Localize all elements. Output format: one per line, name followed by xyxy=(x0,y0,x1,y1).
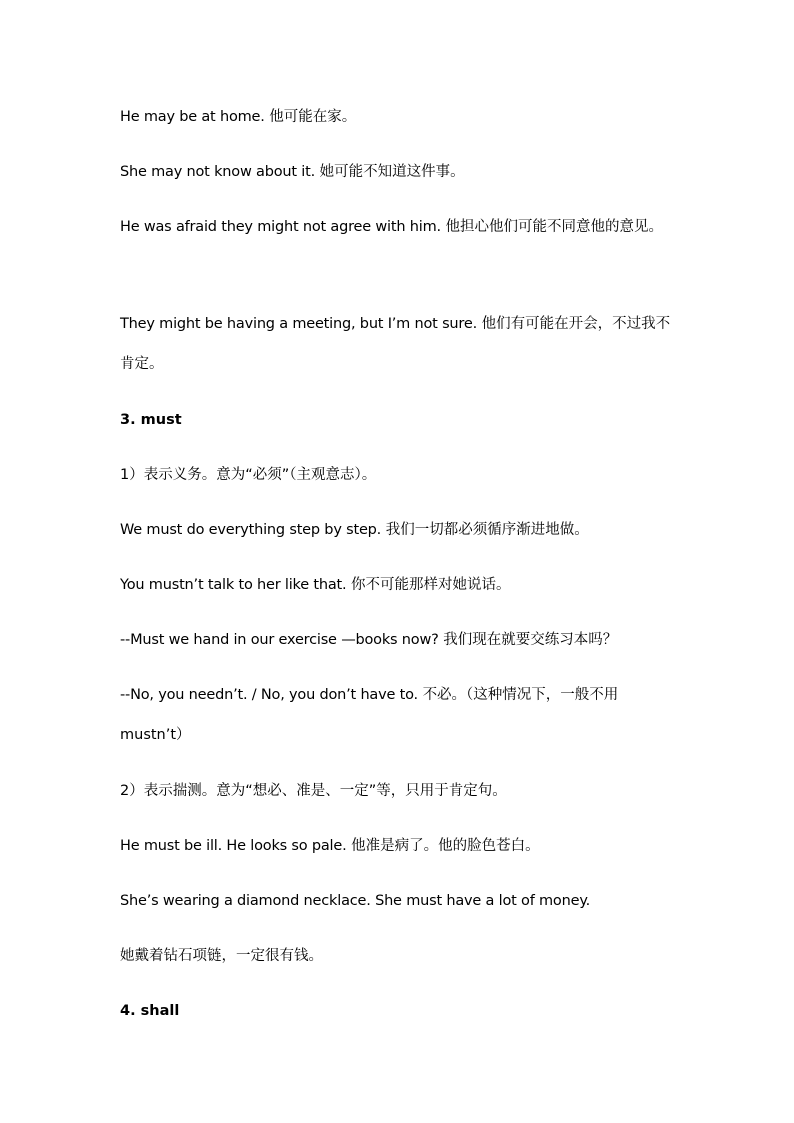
example-sentence xyxy=(120,620,680,660)
english-text: He was afraid they might not agree with him. xyxy=(120,219,441,235)
example-sentence xyxy=(120,565,680,605)
chinese-translation: 你不可能那样对她说话。 xyxy=(351,577,511,593)
chinese-translation: 他准是病了。他的脸色苍白。 xyxy=(351,838,540,854)
english-text: She may not know about it. xyxy=(120,164,315,180)
english-text: He may be at home. xyxy=(120,109,265,125)
example-sentence xyxy=(120,826,680,866)
example-sentence xyxy=(120,152,680,192)
english-text: He must be ill. He looks so pale. xyxy=(120,838,347,854)
chinese-translation: 她戴着钻石项链，一定很有钱。 xyxy=(120,948,323,964)
example-sentence xyxy=(120,304,680,384)
example-sentence xyxy=(120,207,680,247)
usage-note: 2）表示揣测。意为“想必、准是、一定”等，只用于肯定句。 xyxy=(120,783,507,799)
example-sentence xyxy=(120,881,680,921)
chinese-translation: 我们现在就要交练习本吗？ xyxy=(443,632,618,648)
english-text: --No, you needn’t. / No, you don’t have to. xyxy=(120,687,418,703)
chinese-translation: 不必。（这种情况下，一般不用mustn’t） xyxy=(120,687,619,743)
example-sentence xyxy=(120,97,680,137)
english-text: --Must we hand in our exercise —books now? xyxy=(120,632,439,648)
chinese-translation: 我们一切都必须循序渐进地做。 xyxy=(385,522,589,538)
english-text: She’s wearing a diamond necklace. She must have a lot of money. xyxy=(120,893,591,909)
chinese-translation: 她可能不知道这件事。 xyxy=(319,164,465,180)
english-text: They might be having a meeting, but I’m not sure. xyxy=(120,316,477,332)
chinese-translation: 他担心他们可能不同意他的意见。 xyxy=(445,219,664,235)
usage-note: 1）表示义务。意为“必须”（主观意志）。 xyxy=(120,467,377,483)
english-text: You mustn’t talk to her like that. xyxy=(120,577,347,593)
section-heading-must: 3. must xyxy=(120,412,182,428)
chinese-translation: 他可能在家。 xyxy=(269,109,357,125)
english-text: We must do everything step by step. xyxy=(120,522,382,538)
example-sentence xyxy=(120,510,680,550)
example-sentence xyxy=(120,675,680,755)
chinese-translation: 他们有可能在开会，不过我不肯定。 xyxy=(120,316,671,372)
section-heading-shall: 4. shall xyxy=(120,1003,180,1019)
